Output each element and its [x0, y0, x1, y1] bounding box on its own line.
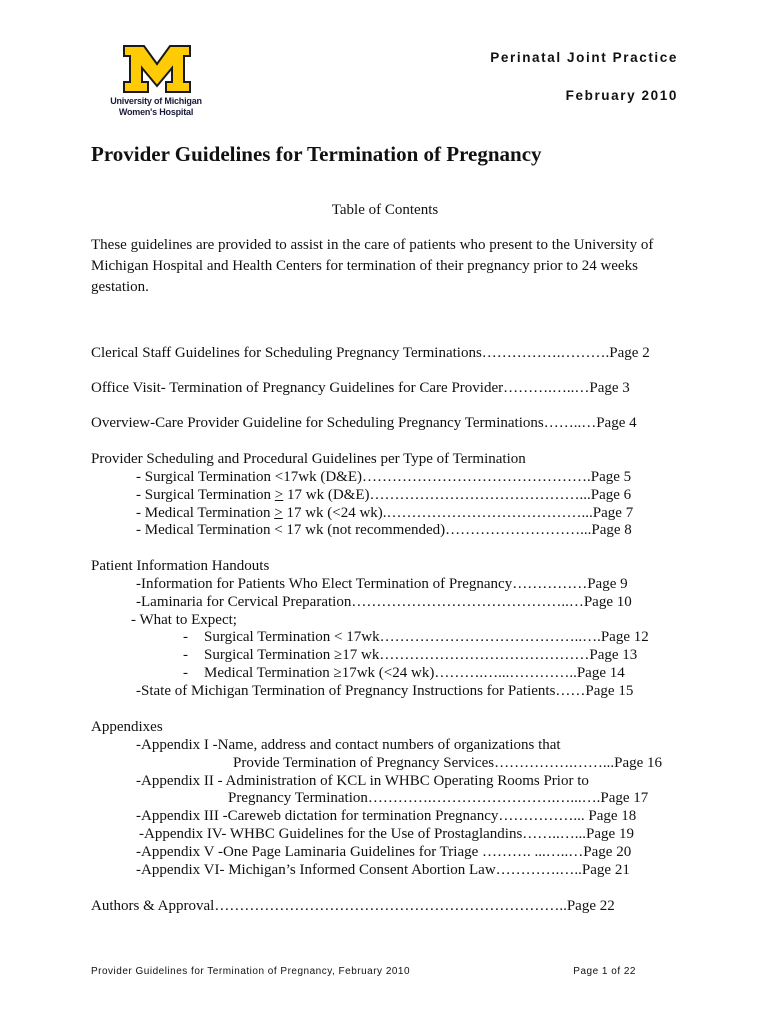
- toc-entry-authors: Authors & Approval……………………………………………………………..Page 22: [91, 898, 615, 914]
- toc-entry-appendix-2: -Appendix II - Administration of KCL in WHBC Operating Rooms Prior to: [136, 773, 589, 789]
- toc-entry-expect-medical-ge17: Medical Termination ≥17wk (<24 wk)……….…...…………..Page 14: [204, 665, 625, 681]
- toc-entry-appendix-6: -Appendix VI- Michigan’s Informed Consent Abortion Law………….…..Page 21: [136, 862, 630, 878]
- toc-entry-appendix-4: -Appendix IV- WHBC Guidelines for the Use of Prostaglandins……..…...Page 19: [139, 826, 634, 842]
- toc-heading: Table of Contents: [331, 202, 439, 218]
- toc-section-provider: Provider Scheduling and Procedural Guidelines per Type of Termination: [91, 451, 526, 467]
- toc-entry-what-to-expect: - What to Expect;: [131, 612, 237, 628]
- page-title: Provider Guidelines for Termination of Pregnancy: [91, 142, 542, 166]
- toc-section-handouts: Patient Information Handouts: [91, 558, 270, 574]
- toc-section-appendixes: Appendixes: [91, 719, 163, 735]
- toc-entry-medical-ge17: [136, 505, 633, 522]
- list-dash: -: [183, 665, 188, 681]
- list-dash: -: [183, 629, 188, 645]
- footer-page-number: Page 1 of 22: [573, 966, 636, 977]
- footer-document-title: Provider Guidelines for Termination of Pregnancy, February 2010: [91, 966, 411, 977]
- ge-symbol: >: [274, 487, 284, 503]
- toc-entry-text: - Surgical Termination: [136, 487, 275, 503]
- toc-entry-expect-surgical-lt17: Surgical Termination < 17wk…………………………………..….Page 12: [204, 629, 649, 645]
- toc-entry-appendix-5: -Appendix V -One Page Laminaria Guidelines for Triage ………. ...…..…Page 20: [136, 844, 632, 860]
- toc-entry-medical-lt17: - Medical Termination < 17 wk (not recommended)………………………...Page 8: [136, 522, 632, 538]
- intro-line-2: Michigan Hospital and Health Centers for termination of their pregnancy prior to 24 weeks: [91, 258, 638, 274]
- toc-entry-overview: Overview-Care Provider Guideline for Scheduling Pregnancy Terminations……..…Page 4: [91, 415, 637, 431]
- toc-entry-laminaria: -Laminaria for Cervical Preparation……………………………………..…Page 10: [136, 594, 632, 610]
- toc-entry-expect-surgical-ge17: Surgical Termination ≥17 wk……………………………………Page 13: [204, 647, 638, 663]
- toc-entry-state-instructions: -State of Michigan Termination of Pregnancy Instructions for Patients……Page 15: [136, 683, 634, 699]
- header-practice: Perinatal Joint Practice: [490, 50, 678, 65]
- toc-entry-appendix-1-cont: Provide Termination of Pregnancy Services…………….……...Page 16: [233, 755, 663, 771]
- toc-entry-appendix-3: -Appendix III -Careweb dictation for termination Pregnancy……………... Page 18: [136, 808, 637, 824]
- toc-entry-text: 17 wk (D&E)……………………………………...Page 6: [283, 487, 632, 503]
- ge-symbol: >: [274, 505, 283, 521]
- intro-line-1: These guidelines are provided to assist in the care of patients who present to the University of: [91, 237, 654, 253]
- toc-entry-office-visit: Office Visit- Termination of Pregnancy Guidelines for Care Provider……….…..…Page 3: [91, 380, 630, 396]
- toc-entry-info-patients: -Information for Patients Who Elect Termination of Pregnancy……………Page 9: [136, 576, 628, 592]
- toc-entry-clerical: Clerical Staff Guidelines for Scheduling Pregnancy Terminations…………….……….Page 2: [91, 345, 650, 361]
- logo-line-university: University of Michigan: [110, 96, 202, 106]
- block-m-logo-icon: [122, 44, 192, 94]
- toc-entry-appendix-1: -Appendix I -Name, address and contact numbers of organizations that: [136, 737, 561, 753]
- toc-entry-surgical-lt17: - Surgical Termination <17wk (D&E)……………………………………….Page 5: [136, 469, 632, 485]
- toc-entry-text: 17 wk (<24 wk).…………………………………...Page 7: [282, 505, 634, 521]
- toc-entry-surgical-ge17: [136, 487, 631, 504]
- university-logo: [106, 44, 206, 122]
- toc-entry-appendix-2-cont: Pregnancy Termination………….…………………….…...….Page 17: [228, 790, 649, 806]
- intro-line-3: gestation.: [91, 279, 149, 295]
- toc-entry-text: - Medical Termination: [136, 505, 275, 521]
- logo-line-hospital: Women's Hospital: [118, 107, 194, 117]
- list-dash: -: [183, 647, 188, 663]
- header-date: February 2010: [565, 88, 678, 103]
